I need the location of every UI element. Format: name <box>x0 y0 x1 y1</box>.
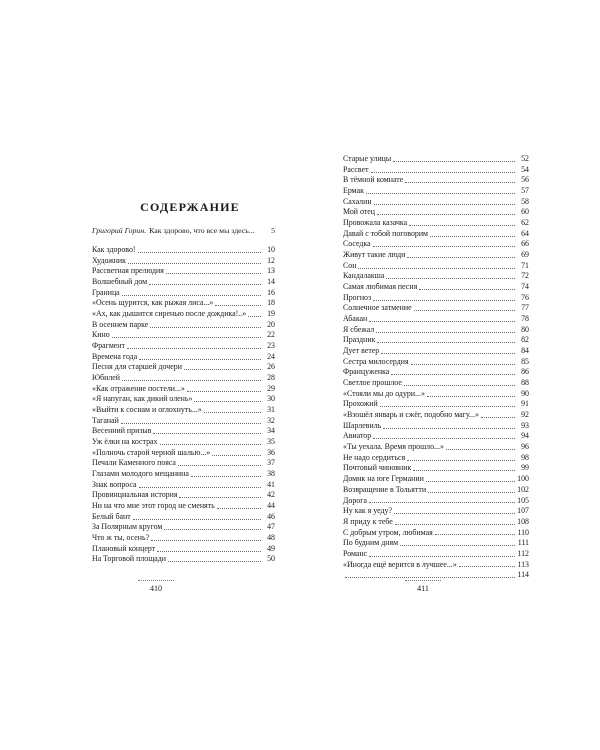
toc-entry-title: За Полярным кругом <box>92 522 163 532</box>
toc-entry-page: 69 <box>521 250 529 260</box>
toc-entry[interactable] <box>343 197 529 208</box>
toc-entry-title: Мой отец <box>343 207 375 217</box>
toc-entry-page: 108 <box>517 516 529 526</box>
toc-entry-title: «Выйти к соснам и оглохнуть...» <box>92 405 202 415</box>
folio-rule <box>405 580 441 581</box>
toc-entry-title: Провинциальная история <box>92 490 178 500</box>
toc-entry[interactable] <box>92 554 275 565</box>
dot-leader <box>139 487 261 488</box>
dot-leader <box>157 551 261 552</box>
toc-entry-title: Глазами молодого мещанина <box>92 469 189 479</box>
toc-entry[interactable] <box>92 426 275 437</box>
toc-entry-page: 85 <box>521 356 529 366</box>
dot-leader <box>345 577 515 578</box>
toc-entry-page: 12 <box>267 255 275 265</box>
toc-entry-title: Дорога <box>343 495 367 505</box>
dot-leader <box>215 305 261 306</box>
dot-leader <box>430 236 515 237</box>
dot-leader <box>411 364 515 365</box>
dot-leader <box>393 161 515 162</box>
dot-leader <box>407 257 515 258</box>
toc-entry-page: 64 <box>521 228 529 238</box>
dot-leader <box>153 433 261 434</box>
toc-entry-title: «Я напуган, как дикий олень» <box>92 394 193 404</box>
toc-entry-page: 29 <box>267 383 275 393</box>
toc-entry-title: Ну как я уеду? <box>343 506 392 516</box>
toc-entry[interactable] <box>343 453 529 464</box>
toc-entry-title: Юбилей <box>92 373 121 383</box>
toc-entry[interactable] <box>343 186 529 197</box>
dot-leader <box>414 310 515 311</box>
toc-entry[interactable] <box>92 416 275 427</box>
toc-entry-title: Кино <box>92 330 110 340</box>
dot-leader <box>164 529 261 530</box>
toc-entry-title: «Взошёл январь и сжёг, подобно магу...» <box>343 410 479 420</box>
toc-entry[interactable] <box>92 320 275 331</box>
toc-entry-title: Ермак <box>343 186 364 196</box>
toc-entry[interactable] <box>92 362 275 373</box>
toc-entry[interactable] <box>92 512 275 523</box>
toc-entry-page: 72 <box>521 271 529 281</box>
toc-entry-title: Рассветная прелюдия <box>92 266 164 276</box>
toc-entry-title: Весенний призыв <box>92 426 152 436</box>
dot-leader <box>133 519 261 520</box>
toc-entry-page: 35 <box>267 437 275 447</box>
toc-entry-page: 30 <box>267 394 275 404</box>
dot-leader <box>377 214 515 215</box>
dot-leader <box>428 492 515 493</box>
toc-entry-title: Живут такие люди <box>343 250 406 260</box>
toc-entry-title: «Иногда ещё верится в лучшее...» <box>343 559 457 569</box>
toc-entry[interactable] <box>343 517 529 528</box>
toc-entry[interactable] <box>92 256 275 267</box>
toc-entry-page: 10 <box>267 245 275 254</box>
toc-entry-page: 18 <box>267 298 275 308</box>
toc-entry-page: 107 <box>517 506 529 516</box>
dot-leader <box>377 342 515 343</box>
toc-entry-title: Праздник <box>343 335 376 345</box>
toc-entry[interactable] <box>92 288 275 299</box>
toc-entry-page: 22 <box>267 330 275 340</box>
toc-entry-page: 91 <box>521 399 529 409</box>
toc-entry-title: Дует ветер <box>343 346 380 356</box>
toc-entry-page: 114 <box>517 570 529 580</box>
right-page <box>300 0 600 750</box>
toc-entry-page: 100 <box>517 474 529 484</box>
dot-leader <box>395 524 515 525</box>
toc-entry[interactable] <box>343 528 529 539</box>
toc-entry[interactable] <box>92 544 275 555</box>
toc-entry[interactable] <box>343 357 529 368</box>
toc-entry-title: «Полночь старой черной шалью...» <box>92 447 211 457</box>
toc-entry[interactable] <box>92 448 275 459</box>
toc-entry[interactable] <box>343 229 529 240</box>
dot-leader <box>426 481 515 482</box>
toc-entry-page: 41 <box>267 479 275 489</box>
dot-leader <box>168 561 261 562</box>
folio-rule <box>138 580 174 581</box>
dot-leader <box>149 284 261 285</box>
toc-entry[interactable] <box>343 250 529 261</box>
toc-entry[interactable] <box>343 399 529 410</box>
dot-leader <box>366 193 515 194</box>
toc-entry[interactable] <box>343 154 529 165</box>
toc-entry[interactable] <box>92 490 275 501</box>
toc-entry-title: Давай с тобой поговорим <box>343 228 429 238</box>
toc-entry-page: 93 <box>521 420 529 430</box>
toc-entry-title: «Как отражение постели...» <box>92 383 185 393</box>
dot-leader <box>178 465 261 466</box>
toc-entry-page: 112 <box>517 548 529 558</box>
dot-leader <box>127 348 261 349</box>
toc-entry-title: На Торговой площади <box>92 554 167 564</box>
toc-entry-title: Провожала казачка <box>343 218 408 228</box>
toc-list-left <box>92 245 275 565</box>
toc-entry-title: Что ж ты, осень? <box>92 533 150 543</box>
toc-entry-title: Почтовый чиновник <box>343 463 412 473</box>
toc-entry-page: 80 <box>521 324 529 334</box>
toc-entry[interactable] <box>92 469 275 480</box>
toc-entry[interactable] <box>343 282 529 293</box>
toc-entry-title: Прогноз <box>343 292 372 302</box>
toc-entry-page: 56 <box>521 175 529 185</box>
toc-entry-title: Шарлевиль <box>343 420 382 430</box>
dot-leader <box>191 476 261 477</box>
dot-leader <box>139 359 261 360</box>
toc-entry-title: Печали Каменного пояса <box>92 458 176 468</box>
toc-entry-title: Авиатор <box>343 431 372 441</box>
dot-leader <box>187 391 261 392</box>
toc-entry-page: 26 <box>267 362 275 372</box>
dot-leader <box>373 246 515 247</box>
toc-entry-title: Я сбежал <box>343 324 375 334</box>
toc-entry[interactable] <box>92 245 275 256</box>
toc-entry[interactable] <box>343 239 529 250</box>
toc-entry-title: По будним дням <box>343 538 399 548</box>
toc-entry[interactable] <box>343 431 529 442</box>
toc-entry-title: Художник <box>92 255 126 265</box>
dot-leader <box>128 263 261 264</box>
toc-entry[interactable] <box>343 271 529 282</box>
dot-leader <box>373 438 515 439</box>
dot-leader <box>160 444 262 445</box>
dot-leader <box>394 513 515 514</box>
toc-entry-page: 42 <box>267 490 275 500</box>
toc-entry-page: 16 <box>267 287 275 297</box>
toc-entry[interactable] <box>343 207 529 218</box>
toc-entry-title: «Ах, как дышится сиренью после дождика!..» <box>92 309 247 319</box>
dot-leader <box>179 497 261 498</box>
toc-entry-title: Соседка <box>343 239 371 249</box>
toc-entry[interactable] <box>343 293 529 304</box>
toc-entry[interactable] <box>92 341 275 352</box>
dot-leader <box>166 273 261 274</box>
toc-entry-page: 46 <box>267 511 275 521</box>
toc-entry[interactable] <box>92 522 275 533</box>
toc-entry[interactable] <box>92 384 275 395</box>
dot-leader <box>391 374 515 375</box>
toc-entry-title: Плановый концерт <box>92 543 156 553</box>
dot-leader <box>419 289 515 290</box>
dot-leader <box>358 268 515 269</box>
toc-entry[interactable] <box>343 261 529 272</box>
toc-entry[interactable] <box>343 442 529 453</box>
intro-page: 5 <box>271 226 275 235</box>
toc-entry-page: 62 <box>521 218 529 228</box>
toc-entry-title: Уж ёлки на кострах <box>92 437 158 447</box>
dot-leader <box>481 417 515 418</box>
toc-entry-title: Белый бант <box>92 511 131 521</box>
toc-entry-title: Знак вопроса <box>92 479 137 489</box>
toc-entry[interactable] <box>343 463 529 474</box>
toc-entry[interactable] <box>92 352 275 363</box>
toc-entry-title: Сон <box>343 260 357 270</box>
dot-leader <box>376 332 515 333</box>
toc-entry-title: «Осень щурится, как рыжая лиса...» <box>92 298 214 308</box>
toc-entry[interactable] <box>92 405 275 416</box>
toc-entry-title: Рассвет <box>343 164 369 174</box>
toc-entry-page: 58 <box>521 196 529 206</box>
toc-entry-page: 38 <box>267 469 275 479</box>
toc-entry[interactable] <box>343 560 529 571</box>
toc-entry-page: 94 <box>521 431 529 441</box>
toc-entry-page: 36 <box>267 447 275 457</box>
toc-entry[interactable] <box>92 298 275 309</box>
dot-leader <box>151 540 261 541</box>
toc-entry-page: 34 <box>267 426 275 436</box>
dot-leader <box>404 385 515 386</box>
dot-leader <box>459 566 515 567</box>
toc-entry-title: «Ты уехала. Время прошло...» <box>343 442 444 452</box>
toc-entry[interactable] <box>343 474 529 485</box>
toc-entry-title: Романс <box>343 548 368 558</box>
dot-leader <box>407 460 515 461</box>
toc-entry-page: 54 <box>521 164 529 174</box>
toc-entry[interactable] <box>343 165 529 176</box>
toc-entry[interactable] <box>343 218 529 229</box>
toc-entry-title: Старые улицы <box>343 154 392 163</box>
dot-leader <box>386 278 515 279</box>
toc-entry[interactable] <box>343 410 529 421</box>
dot-leader <box>212 455 261 456</box>
toc-entry[interactable] <box>92 266 275 277</box>
toc-entry[interactable] <box>343 389 529 400</box>
toc-entry[interactable] <box>343 325 529 336</box>
toc-entry-title: Француженка <box>343 367 390 377</box>
dot-leader <box>122 295 261 296</box>
toc-entry-title: Светлое прошлое <box>343 378 402 388</box>
toc-entry-page: 23 <box>267 341 275 351</box>
toc-entry-page: 48 <box>267 533 275 543</box>
toc-entry-title: Фрагмент <box>92 341 125 351</box>
toc-entry-page: 86 <box>521 367 529 377</box>
toc-entry-title: Граница <box>92 287 120 297</box>
toc-entry-title: Не надо сердиться <box>343 452 406 462</box>
toc-entry-page: 90 <box>521 388 529 398</box>
toc-entry[interactable] <box>343 303 529 314</box>
toc-entry-page: 96 <box>521 442 529 452</box>
toc-entry-page: 105 <box>517 495 529 505</box>
dot-leader <box>400 545 515 546</box>
dot-leader <box>112 337 261 338</box>
toc-entry-title: В тёмной комнате <box>343 175 404 185</box>
dot-leader <box>369 321 515 322</box>
toc-entry-page: 24 <box>267 351 275 361</box>
dot-leader <box>121 423 261 424</box>
dot-leader <box>374 204 515 205</box>
page-number-right: 411 <box>417 584 429 593</box>
dot-leader <box>369 556 515 557</box>
toc-heading: СОДЕРЖАНИЕ <box>140 200 240 214</box>
toc-entry-page: 76 <box>521 292 529 302</box>
toc-entry-page: 66 <box>521 239 529 249</box>
toc-entry[interactable] <box>92 480 275 491</box>
toc-entry[interactable] <box>92 373 275 384</box>
toc-entry-page: 37 <box>267 458 275 468</box>
dot-leader <box>248 316 261 317</box>
toc-entry-page: 84 <box>521 346 529 356</box>
toc-entry-page: 47 <box>267 522 275 532</box>
toc-entry-page: 88 <box>521 378 529 388</box>
page-number-left: 410 <box>150 584 162 593</box>
toc-entry[interactable] <box>343 496 529 507</box>
toc-entry-title: Ни на что мне этот город не сменять <box>92 501 215 511</box>
toc-entry-page: 98 <box>521 452 529 462</box>
toc-entry-page: 32 <box>267 415 275 425</box>
toc-entry[interactable] <box>92 277 275 288</box>
toc-list-right <box>343 154 529 581</box>
toc-entry-title: Возвращение в Тольятти <box>343 484 427 494</box>
dot-leader <box>138 252 261 253</box>
toc-entry-page: 49 <box>267 543 275 553</box>
dot-leader <box>122 380 261 381</box>
dot-leader <box>194 401 261 402</box>
toc-entry-page: 82 <box>521 335 529 345</box>
toc-entry-title: Песня для старшей дочери <box>92 362 182 372</box>
dot-leader <box>373 300 515 301</box>
toc-entry[interactable] <box>343 549 529 560</box>
toc-entry[interactable] <box>343 314 529 325</box>
toc-entry-title: Времена года <box>92 351 138 361</box>
toc-entry-title: Домик на юге Германии <box>343 474 424 484</box>
toc-entry-title: Кандалакша <box>343 271 385 281</box>
toc-entry[interactable] <box>343 506 529 517</box>
toc-entry-page: 57 <box>521 186 529 196</box>
toc-entry-page: 13 <box>267 266 275 276</box>
dot-leader <box>427 396 515 397</box>
toc-entry-page: 19 <box>267 309 275 319</box>
toc-entry[interactable] <box>92 330 275 341</box>
toc-entry-title: Сахалин <box>343 196 372 206</box>
dot-leader <box>446 449 515 450</box>
toc-entry-page: 14 <box>267 277 275 287</box>
toc-entry-page: 113 <box>517 559 529 569</box>
toc-entry-page: 28 <box>267 373 275 383</box>
dot-leader <box>405 182 515 183</box>
toc-entry-page: 77 <box>521 303 529 313</box>
toc-entry[interactable] <box>343 421 529 432</box>
toc-entry-page: 52 <box>521 154 529 163</box>
toc-entry-page: 110 <box>517 527 529 537</box>
toc-entry-page: 60 <box>521 207 529 217</box>
toc-entry-title: В осеннем парке <box>92 319 149 329</box>
toc-entry[interactable] <box>343 538 529 549</box>
toc-entry[interactable] <box>343 175 529 186</box>
toc-entry[interactable] <box>92 394 275 405</box>
toc-entry-page: 31 <box>267 405 275 415</box>
dot-leader <box>184 369 261 370</box>
toc-entry-title: Абакан <box>343 314 368 324</box>
intro-entry[interactable] <box>92 226 275 236</box>
dot-leader <box>371 172 515 173</box>
dot-leader <box>150 327 261 328</box>
toc-entry-page: 92 <box>521 410 529 420</box>
toc-entry-page: 78 <box>521 314 529 324</box>
dot-leader <box>217 508 261 509</box>
dot-leader <box>381 353 515 354</box>
toc-entry-page: 111 <box>517 538 529 548</box>
toc-entry-title: «Стояли мы до одури...» <box>343 388 425 398</box>
intro-title: Как здорово, что все мы здесь... <box>149 226 255 235</box>
dot-leader <box>383 428 515 429</box>
dot-leader <box>369 502 515 503</box>
toc-entry[interactable] <box>343 346 529 357</box>
toc-entry-title: С добрым утром, любимая <box>343 527 433 537</box>
toc-entry-title: Таганай <box>92 415 119 425</box>
dot-leader <box>204 412 261 413</box>
dot-leader <box>409 225 515 226</box>
dot-leader <box>435 534 515 535</box>
toc-entry[interactable] <box>343 335 529 346</box>
toc-entry-page: 44 <box>267 501 275 511</box>
toc-entry-title: Сестра милосердия <box>343 356 409 366</box>
toc-entry-page: 20 <box>267 319 275 329</box>
toc-entry[interactable] <box>92 501 275 512</box>
dot-leader <box>380 406 515 407</box>
toc-entry-title: Прохожий <box>343 399 378 409</box>
toc-entry-page: 74 <box>521 282 529 292</box>
toc-entry[interactable] <box>343 378 529 389</box>
toc-entry-page: 102 <box>517 484 529 494</box>
toc-entry[interactable] <box>92 533 275 544</box>
toc-entry-title: Солнечное затмение <box>343 303 412 313</box>
toc-entry-title: Я приду к тебе <box>343 516 393 526</box>
toc-entry[interactable] <box>92 458 275 469</box>
toc-entry[interactable] <box>343 485 529 496</box>
toc-entry-title: Как здорово! <box>92 245 136 254</box>
toc-entry-page: 99 <box>521 463 529 473</box>
toc-entry[interactable] <box>343 367 529 378</box>
toc-entry[interactable] <box>92 437 275 448</box>
toc-entry-page: 71 <box>521 260 529 270</box>
dot-leader <box>413 470 515 471</box>
toc-entry-page: 50 <box>267 554 275 564</box>
toc-entry-title: Волшебный дом <box>92 277 148 287</box>
toc-entry-title: Самая любимая песня <box>343 282 418 292</box>
intro-author: Григорий Горин. <box>92 226 147 235</box>
toc-entry[interactable] <box>92 309 275 320</box>
